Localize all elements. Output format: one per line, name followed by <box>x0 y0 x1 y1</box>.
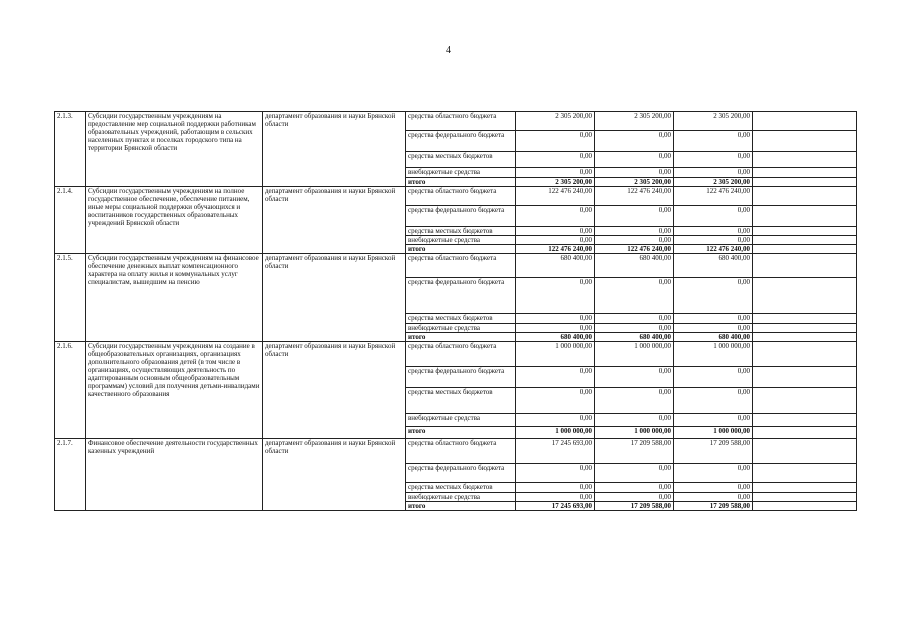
section-code: 2.1.4. <box>55 187 86 254</box>
funding-source: итого <box>406 427 516 439</box>
empty-cell <box>753 333 857 342</box>
funding-source: средства областного бюджета <box>406 254 516 278</box>
empty-cell <box>753 278 857 314</box>
value-year-3: 0,00 <box>674 388 753 414</box>
value-year-1: 0,00 <box>516 227 595 236</box>
funding-source: средства федерального бюджета <box>406 464 516 483</box>
value-year-2: 2 305 200,00 <box>595 112 674 131</box>
value-year-3: 0,00 <box>674 131 753 152</box>
value-year-2: 0,00 <box>595 464 674 483</box>
section-title: Субсидии государственным учреждениям на предоставление мер социальной поддержки работникам образовательных учреждений, работающим в сельских населенных пунктах и поселках городского типа на территории Брянской области <box>86 112 263 187</box>
value-year-2: 0,00 <box>595 227 674 236</box>
value-year-3: 17 209 588,00 <box>674 439 753 464</box>
value-year-2: 0,00 <box>595 493 674 502</box>
section-code: 2.1.3. <box>55 112 86 187</box>
section-title: Финансовое обеспечение деятельности государственных казенных учреждений <box>86 439 263 511</box>
value-year-3: 0,00 <box>674 367 753 388</box>
value-year-2: 680 400,00 <box>595 333 674 342</box>
value-year-2: 17 209 588,00 <box>595 502 674 511</box>
value-year-1: 0,00 <box>516 388 595 414</box>
empty-cell <box>753 227 857 236</box>
value-year-1: 0,00 <box>516 206 595 227</box>
empty-cell <box>753 367 857 388</box>
table-row <box>55 342 857 367</box>
value-year-1: 0,00 <box>516 314 595 324</box>
empty-cell <box>753 324 857 333</box>
value-year-1: 0,00 <box>516 464 595 483</box>
value-year-2: 2 305 200,00 <box>595 178 674 187</box>
value-year-1: 0,00 <box>516 414 595 427</box>
empty-cell <box>753 254 857 278</box>
department-cell: департамент образования и науки Брянской области <box>263 187 406 254</box>
value-year-2: 0,00 <box>595 314 674 324</box>
empty-cell <box>753 388 857 414</box>
funding-source: средства местных бюджетов <box>406 314 516 324</box>
value-year-3: 0,00 <box>674 483 753 493</box>
value-year-2: 0,00 <box>595 278 674 314</box>
department-cell: департамент образования и науки Брянской области <box>263 254 406 342</box>
value-year-3: 1 000 000,00 <box>674 427 753 439</box>
value-year-3: 122 476 240,00 <box>674 187 753 206</box>
funding-source: итого <box>406 245 516 254</box>
value-year-3: 0,00 <box>674 314 753 324</box>
empty-cell <box>753 427 857 439</box>
value-year-2: 0,00 <box>595 367 674 388</box>
value-year-3: 2 305 200,00 <box>674 112 753 131</box>
value-year-2: 0,00 <box>595 152 674 168</box>
empty-cell <box>753 206 857 227</box>
empty-cell <box>753 245 857 254</box>
value-year-1: 0,00 <box>516 493 595 502</box>
value-year-1: 680 400,00 <box>516 333 595 342</box>
value-year-3: 0,00 <box>674 278 753 314</box>
funding-source: средства местных бюджетов <box>406 152 516 168</box>
table-row <box>55 187 857 206</box>
funding-source: внебюджетные средства <box>406 414 516 427</box>
value-year-3: 680 400,00 <box>674 333 753 342</box>
value-year-3: 2 305 200,00 <box>674 178 753 187</box>
empty-cell <box>753 187 857 206</box>
value-year-2: 0,00 <box>595 236 674 245</box>
empty-cell <box>753 464 857 483</box>
value-year-3: 1 000 000,00 <box>674 342 753 367</box>
funding-source: средства областного бюджета <box>406 439 516 464</box>
budget-table <box>54 111 857 511</box>
value-year-2: 122 476 240,00 <box>595 245 674 254</box>
empty-cell <box>753 483 857 493</box>
funding-source: внебюджетные средства <box>406 236 516 245</box>
value-year-2: 0,00 <box>595 483 674 493</box>
section-title: Субсидии государственным учреждениям на полное государственное обеспечение, обеспечение питанием, иные меры социальной поддержки обучающихся и воспитанников государственных образовательных учреждений Брянской области <box>86 187 263 254</box>
department-cell: департамент образования и науки Брянской области <box>263 439 406 511</box>
value-year-3: 0,00 <box>674 464 753 483</box>
funding-source: итого <box>406 333 516 342</box>
value-year-1: 0,00 <box>516 168 595 178</box>
value-year-3: 122 476 240,00 <box>674 245 753 254</box>
value-year-1: 0,00 <box>516 483 595 493</box>
value-year-3: 0,00 <box>674 168 753 178</box>
value-year-1: 122 476 240,00 <box>516 245 595 254</box>
table-row <box>55 112 857 131</box>
table-row <box>55 439 857 464</box>
empty-cell <box>753 314 857 324</box>
funding-source: средства федерального бюджета <box>406 367 516 388</box>
section-code: 2.1.5. <box>55 254 86 342</box>
empty-cell <box>753 493 857 502</box>
table-row <box>55 254 857 278</box>
empty-cell <box>753 178 857 187</box>
value-year-1: 0,00 <box>516 278 595 314</box>
value-year-2: 122 476 240,00 <box>595 187 674 206</box>
department-cell: департамент образования и науки Брянской области <box>263 112 406 187</box>
funding-source: средства областного бюджета <box>406 112 516 131</box>
section-code: 2.1.7. <box>55 439 86 511</box>
section-title: Субсидии государственным учреждениям на финансовое обеспечение денежных выплат компенсационного характера на оплату жилья и коммунальных услуг специалистам, вышедшим на пенсию <box>86 254 263 342</box>
value-year-2: 0,00 <box>595 324 674 333</box>
value-year-3: 0,00 <box>674 152 753 168</box>
funding-source: средства федерального бюджета <box>406 131 516 152</box>
value-year-2: 680 400,00 <box>595 254 674 278</box>
value-year-3: 0,00 <box>674 206 753 227</box>
value-year-2: 1 000 000,00 <box>595 342 674 367</box>
funding-source: внебюджетные средства <box>406 168 516 178</box>
funding-source: средства федерального бюджета <box>406 278 516 314</box>
empty-cell <box>753 236 857 245</box>
value-year-1: 2 305 200,00 <box>516 112 595 131</box>
funding-source: внебюджетные средства <box>406 324 516 333</box>
value-year-3: 0,00 <box>674 227 753 236</box>
funding-source: средства областного бюджета <box>406 342 516 367</box>
value-year-1: 122 476 240,00 <box>516 187 595 206</box>
empty-cell <box>753 112 857 131</box>
value-year-3: 17 209 588,00 <box>674 502 753 511</box>
value-year-3: 0,00 <box>674 493 753 502</box>
value-year-1: 2 305 200,00 <box>516 178 595 187</box>
value-year-3: 680 400,00 <box>674 254 753 278</box>
section-code: 2.1.6. <box>55 342 86 439</box>
funding-source: средства федерального бюджета <box>406 206 516 227</box>
section-title: Субсидии государственным учреждениям на создание в общеобразовательных организациях, организациях дополнительного образования детей (в том числе в организациях, осуществляющих деятельность по адаптированным основным общеобразовательным программам) условий для получения детьми-инвалидами качественного образования <box>86 342 263 439</box>
value-year-1: 0,00 <box>516 324 595 333</box>
value-year-1: 1 000 000,00 <box>516 342 595 367</box>
value-year-3: 0,00 <box>674 236 753 245</box>
value-year-2: 1 000 000,00 <box>595 427 674 439</box>
funding-source: средства местных бюджетов <box>406 388 516 414</box>
empty-cell <box>753 168 857 178</box>
value-year-1: 0,00 <box>516 367 595 388</box>
department-cell: департамент образования и науки Брянской области <box>263 342 406 439</box>
value-year-3: 0,00 <box>674 414 753 427</box>
value-year-2: 0,00 <box>595 168 674 178</box>
funding-source: средства областного бюджета <box>406 187 516 206</box>
empty-cell <box>753 131 857 152</box>
funding-source: итого <box>406 502 516 511</box>
value-year-2: 17 209 588,00 <box>595 439 674 464</box>
funding-source: внебюджетные средства <box>406 493 516 502</box>
empty-cell <box>753 439 857 464</box>
funding-source: средства местных бюджетов <box>406 483 516 493</box>
value-year-1: 0,00 <box>516 152 595 168</box>
empty-cell <box>753 152 857 168</box>
empty-cell <box>753 502 857 511</box>
value-year-1: 1 000 000,00 <box>516 427 595 439</box>
value-year-1: 0,00 <box>516 131 595 152</box>
value-year-2: 0,00 <box>595 131 674 152</box>
funding-source: средства местных бюджетов <box>406 227 516 236</box>
page-number: 4 <box>446 45 451 56</box>
value-year-2: 0,00 <box>595 388 674 414</box>
funding-source: итого <box>406 178 516 187</box>
value-year-1: 680 400,00 <box>516 254 595 278</box>
value-year-2: 0,00 <box>595 414 674 427</box>
value-year-3: 0,00 <box>674 324 753 333</box>
value-year-2: 0,00 <box>595 206 674 227</box>
value-year-1: 17 245 693,00 <box>516 502 595 511</box>
value-year-1: 0,00 <box>516 236 595 245</box>
empty-cell <box>753 414 857 427</box>
value-year-1: 17 245 693,00 <box>516 439 595 464</box>
empty-cell <box>753 342 857 367</box>
